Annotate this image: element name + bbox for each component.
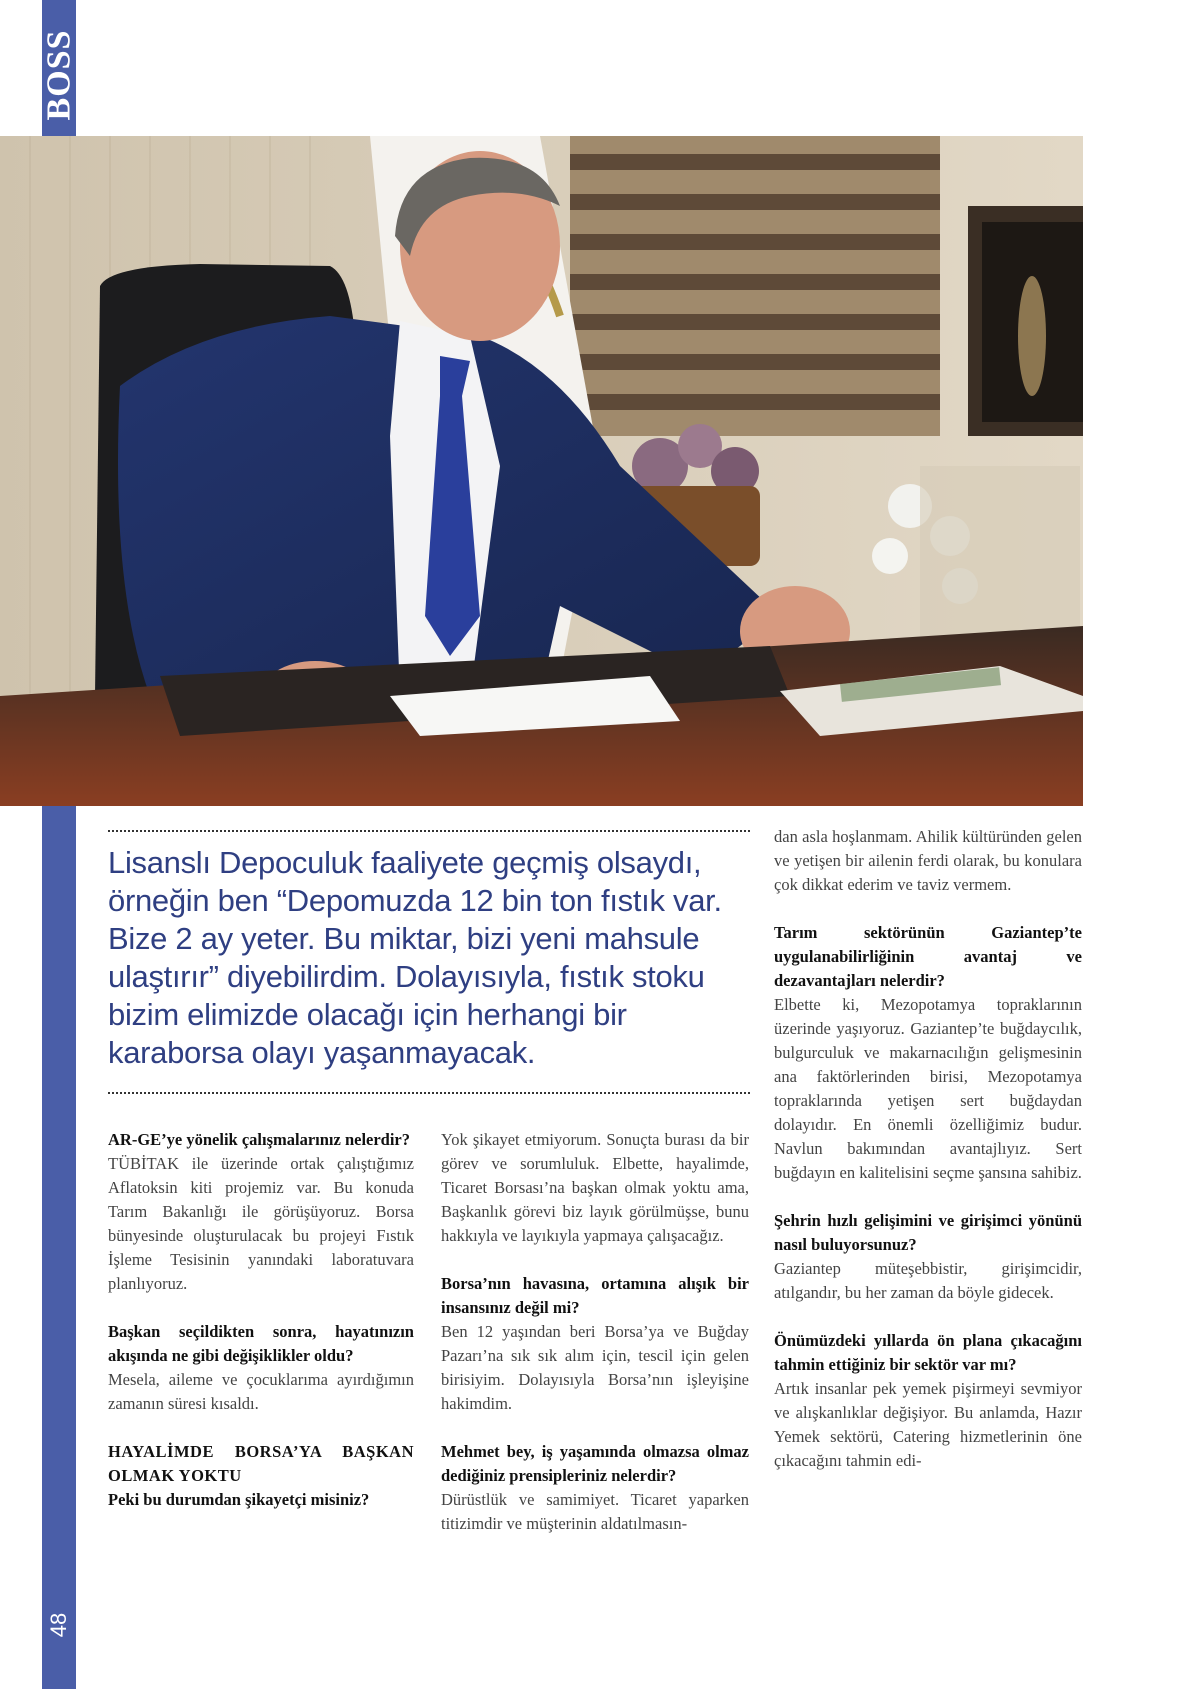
answer: Elbette ki, Mezopotamya topraklarının üzerinde yaşıyoruz. Gaziantep’te buğdaycılık, bulgurculuk ve makarnacılığın gelişmesinin ana faktörlerinden birisi, Mezopotamya topraklarında yetişen sert buğdaydan dolayıdır. En önemli özelliğimiz budur. Navlun bakımından avantajlıyız. Sert buğdayın en kalitelisini seçme şansına sahibiz. <box>774 995 1082 1182</box>
quote-divider-bottom <box>108 1092 750 1094</box>
portrait-photo-illustration <box>0 136 1083 806</box>
brand-logo <box>42 0 76 150</box>
page-number-text: 48 <box>45 1612 71 1638</box>
article-column-1 <box>108 1128 414 1512</box>
pull-quote: Lisanslı Depoculuk faaliyete geçmiş olsaydı, örneğin ben “Depomuzda 12 bin ton fıstık var. Bize 2 ay yeter. Bu miktar, bizi yeni mahsule ulaştırır” diyebilirdim. Dolayısıyla, fıstık stoku bizim elimizde olacağı için herhangi bir karaborsa olayı yaşanmayacak. <box>108 845 722 1070</box>
answer: Ben 12 yaşından beri Borsa’ya ve Buğday Pazarı’na sık sık alım için, tescil için gelen birisiyim. Dolayısıyla Borsa’nın işleyişine hakimdim. <box>441 1322 749 1413</box>
answer: Dürüstlük ve samimiyet. Ticaret yaparken titizimdir ve müşterinin aldatılmasın- <box>441 1490 749 1533</box>
interview-photo <box>0 136 1083 806</box>
page-number <box>42 1600 76 1650</box>
question: Borsa’nın havasına, ortamına alışık bir insansınız değil mi? <box>441 1274 749 1317</box>
article-column-3 <box>774 825 1082 1473</box>
question: Tarım sektörünün Gaziantep’te uygulanabilirliğinin avantaj ve dezavantajları nelerdir? <box>774 923 1082 990</box>
question: Peki bu durumdan şikayetçi misiniz? <box>108 1490 370 1509</box>
answer: Artık insanlar pek yemek pişirmeyi sevmiyor ve alışkanlıklar değişiyor. Bu anlamda, Hazır Yemek sektörü, Catering hizmetlerinin öne çıkacağını tahmin edi- <box>774 1379 1082 1470</box>
section-heading: HAYALİMDE BORSA’YA BAŞKAN OLMAK YOKTU <box>108 1442 414 1485</box>
answer: Gaziantep müteşebbistir, girişimcidir, atılgandır, bu her zaman da böyle gidecek. <box>774 1259 1082 1302</box>
question: Önümüzdeki yıllarda ön plana çıkacağını tahmin ettiğiniz bir sektör var mı? <box>774 1331 1082 1374</box>
answer: Yok şikayet etmiyorum. Sonuçta burası da bir görev ve sorumluluk. Elbette, hayalimde, Ticaret Borsası’na başkan olmak yoktu ama, Başkanlık görevi biz layık görülmüşse, bunu hakkıyla ve layıkıyla yapmaya çalışacağız. <box>441 1130 749 1245</box>
question: Mehmet bey, iş yaşamında olmazsa olmaz dediğiniz prensipleriniz nelerdir? <box>441 1442 749 1485</box>
answer: TÜBİTAK ile üzerinde ortak çalıştığımız Aflatoksin kiti projemiz var. Bu konuda Tarım Bakanlığı ile görüşüyoruz. Borsa bünyesinde oluşturulacak bu projeyi Fıstık İşleme Tesisinin yanındaki laboratuvara planlıyoruz. <box>108 1154 414 1293</box>
question: Başkan seçildikten sonra, hayatınızın akışında ne gibi değişiklikler oldu? <box>108 1322 414 1365</box>
quote-divider-top <box>108 830 750 832</box>
question: AR-GE’ye yönelik çalışmalarınız nelerdir? <box>108 1130 411 1149</box>
article-column-2 <box>441 1128 749 1536</box>
brand-text: BOSS <box>40 29 78 121</box>
answer: dan asla hoşlanmam. Ahilik kültüründen gelen ve yetişen bir ailenin ferdi olarak, bu konulara çok dikkat ederim ve taviz vermem. <box>774 827 1082 894</box>
question: Şehrin hızlı gelişimini ve girişimci yönünü nasıl buluyorsunuz? <box>774 1211 1082 1254</box>
answer: Mesela, aileme ve çocuklarıma ayırdığımın zamanın süresi kısaldı. <box>108 1370 414 1413</box>
